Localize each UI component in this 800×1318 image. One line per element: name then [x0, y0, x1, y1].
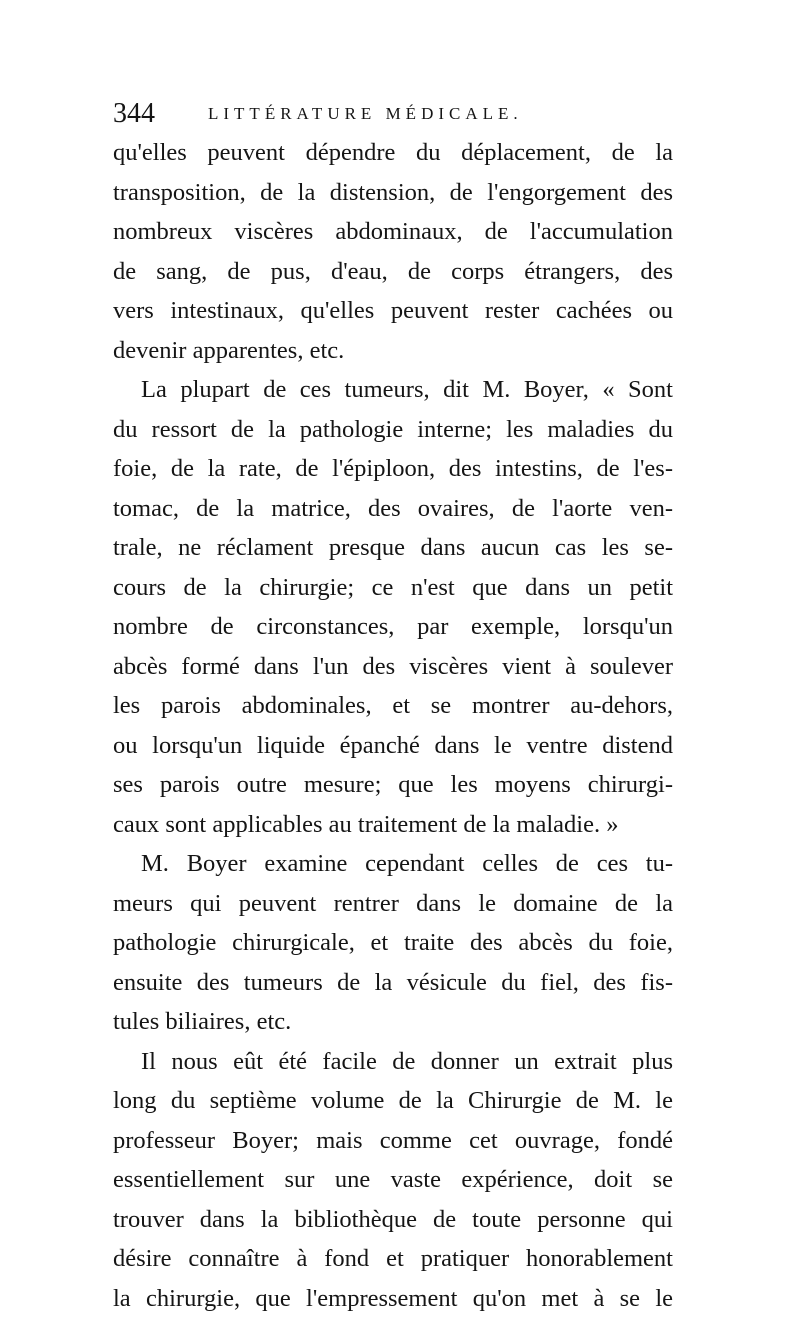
- text-line: cours de la chirurgie; ce n'est que dans un petit: [113, 568, 673, 608]
- text-line: essentiellement sur une vaste expérience, doit se: [113, 1160, 673, 1200]
- text-line: ou lorsqu'un liquide épanché dans le ventre distend: [113, 726, 673, 766]
- text-line: Il nous eût été facile de donner un extrait plus: [113, 1042, 673, 1082]
- text-line: meurs qui peuvent rentrer dans le domaine de la: [113, 884, 673, 924]
- text-line: ensuite des tumeurs de la vésicule du fiel, des fis-: [113, 963, 673, 1003]
- text-line: devenir apparentes, etc.: [113, 331, 673, 371]
- text-line: La plupart de ces tumeurs, dit M. Boyer, « Sont: [113, 370, 673, 410]
- text-line: pathologie chirurgicale, et traite des abcès du foie,: [113, 923, 673, 963]
- text-line: long du septième volume de la Chirurgie de M. le: [113, 1081, 673, 1121]
- text-line: tomac, de la matrice, des ovaires, de l'aorte ven-: [113, 489, 673, 529]
- text-line: professeur Boyer; mais comme cet ouvrage, fondé: [113, 1121, 673, 1161]
- text-line: trouver dans la bibliothèque de toute personne qui: [113, 1200, 673, 1240]
- text-line: du ressort de la pathologie interne; les maladies du: [113, 410, 673, 450]
- text-line: nombre de circonstances, par exemple, lorsqu'un: [113, 607, 673, 647]
- text-line: nombreux viscères abdominaux, de l'accumulation: [113, 212, 673, 252]
- text-line: les parois abdominales, et se montrer au-dehors,: [113, 686, 673, 726]
- text-line: M. Boyer examine cependant celles de ces tu-: [113, 844, 673, 884]
- text-line: ses parois outre mesure; que les moyens chirurgi-: [113, 765, 673, 805]
- text-line: tules biliaires, etc.: [113, 1002, 673, 1042]
- page-number: 344: [113, 94, 155, 134]
- text-line: de sang, de pus, d'eau, de corps étrangers, des: [113, 252, 673, 292]
- running-head: LITTÉRATURE MÉDICALE.: [208, 98, 523, 130]
- body-text: [113, 133, 673, 1318]
- text-line: la chirurgie, que l'empressement qu'on met à se le: [113, 1279, 673, 1318]
- text-line: qu'elles peuvent dépendre du déplacement, de la: [113, 133, 673, 173]
- text-line: transposition, de la distension, de l'engorgement des: [113, 173, 673, 213]
- text-line: foie, de la rate, de l'épiploon, des intestins, de l'es-: [113, 449, 673, 489]
- text-line: caux sont applicables au traitement de la maladie. »: [113, 805, 673, 845]
- text-line: trale, ne réclament presque dans aucun cas les se-: [113, 528, 673, 568]
- text-line: désire connaître à fond et pratiquer honorablement: [113, 1239, 673, 1279]
- text-line: vers intestinaux, qu'elles peuvent rester cachées ou: [113, 291, 673, 331]
- page-header: [113, 94, 673, 134]
- text-line: abcès formé dans l'un des viscères vient à soulever: [113, 647, 673, 687]
